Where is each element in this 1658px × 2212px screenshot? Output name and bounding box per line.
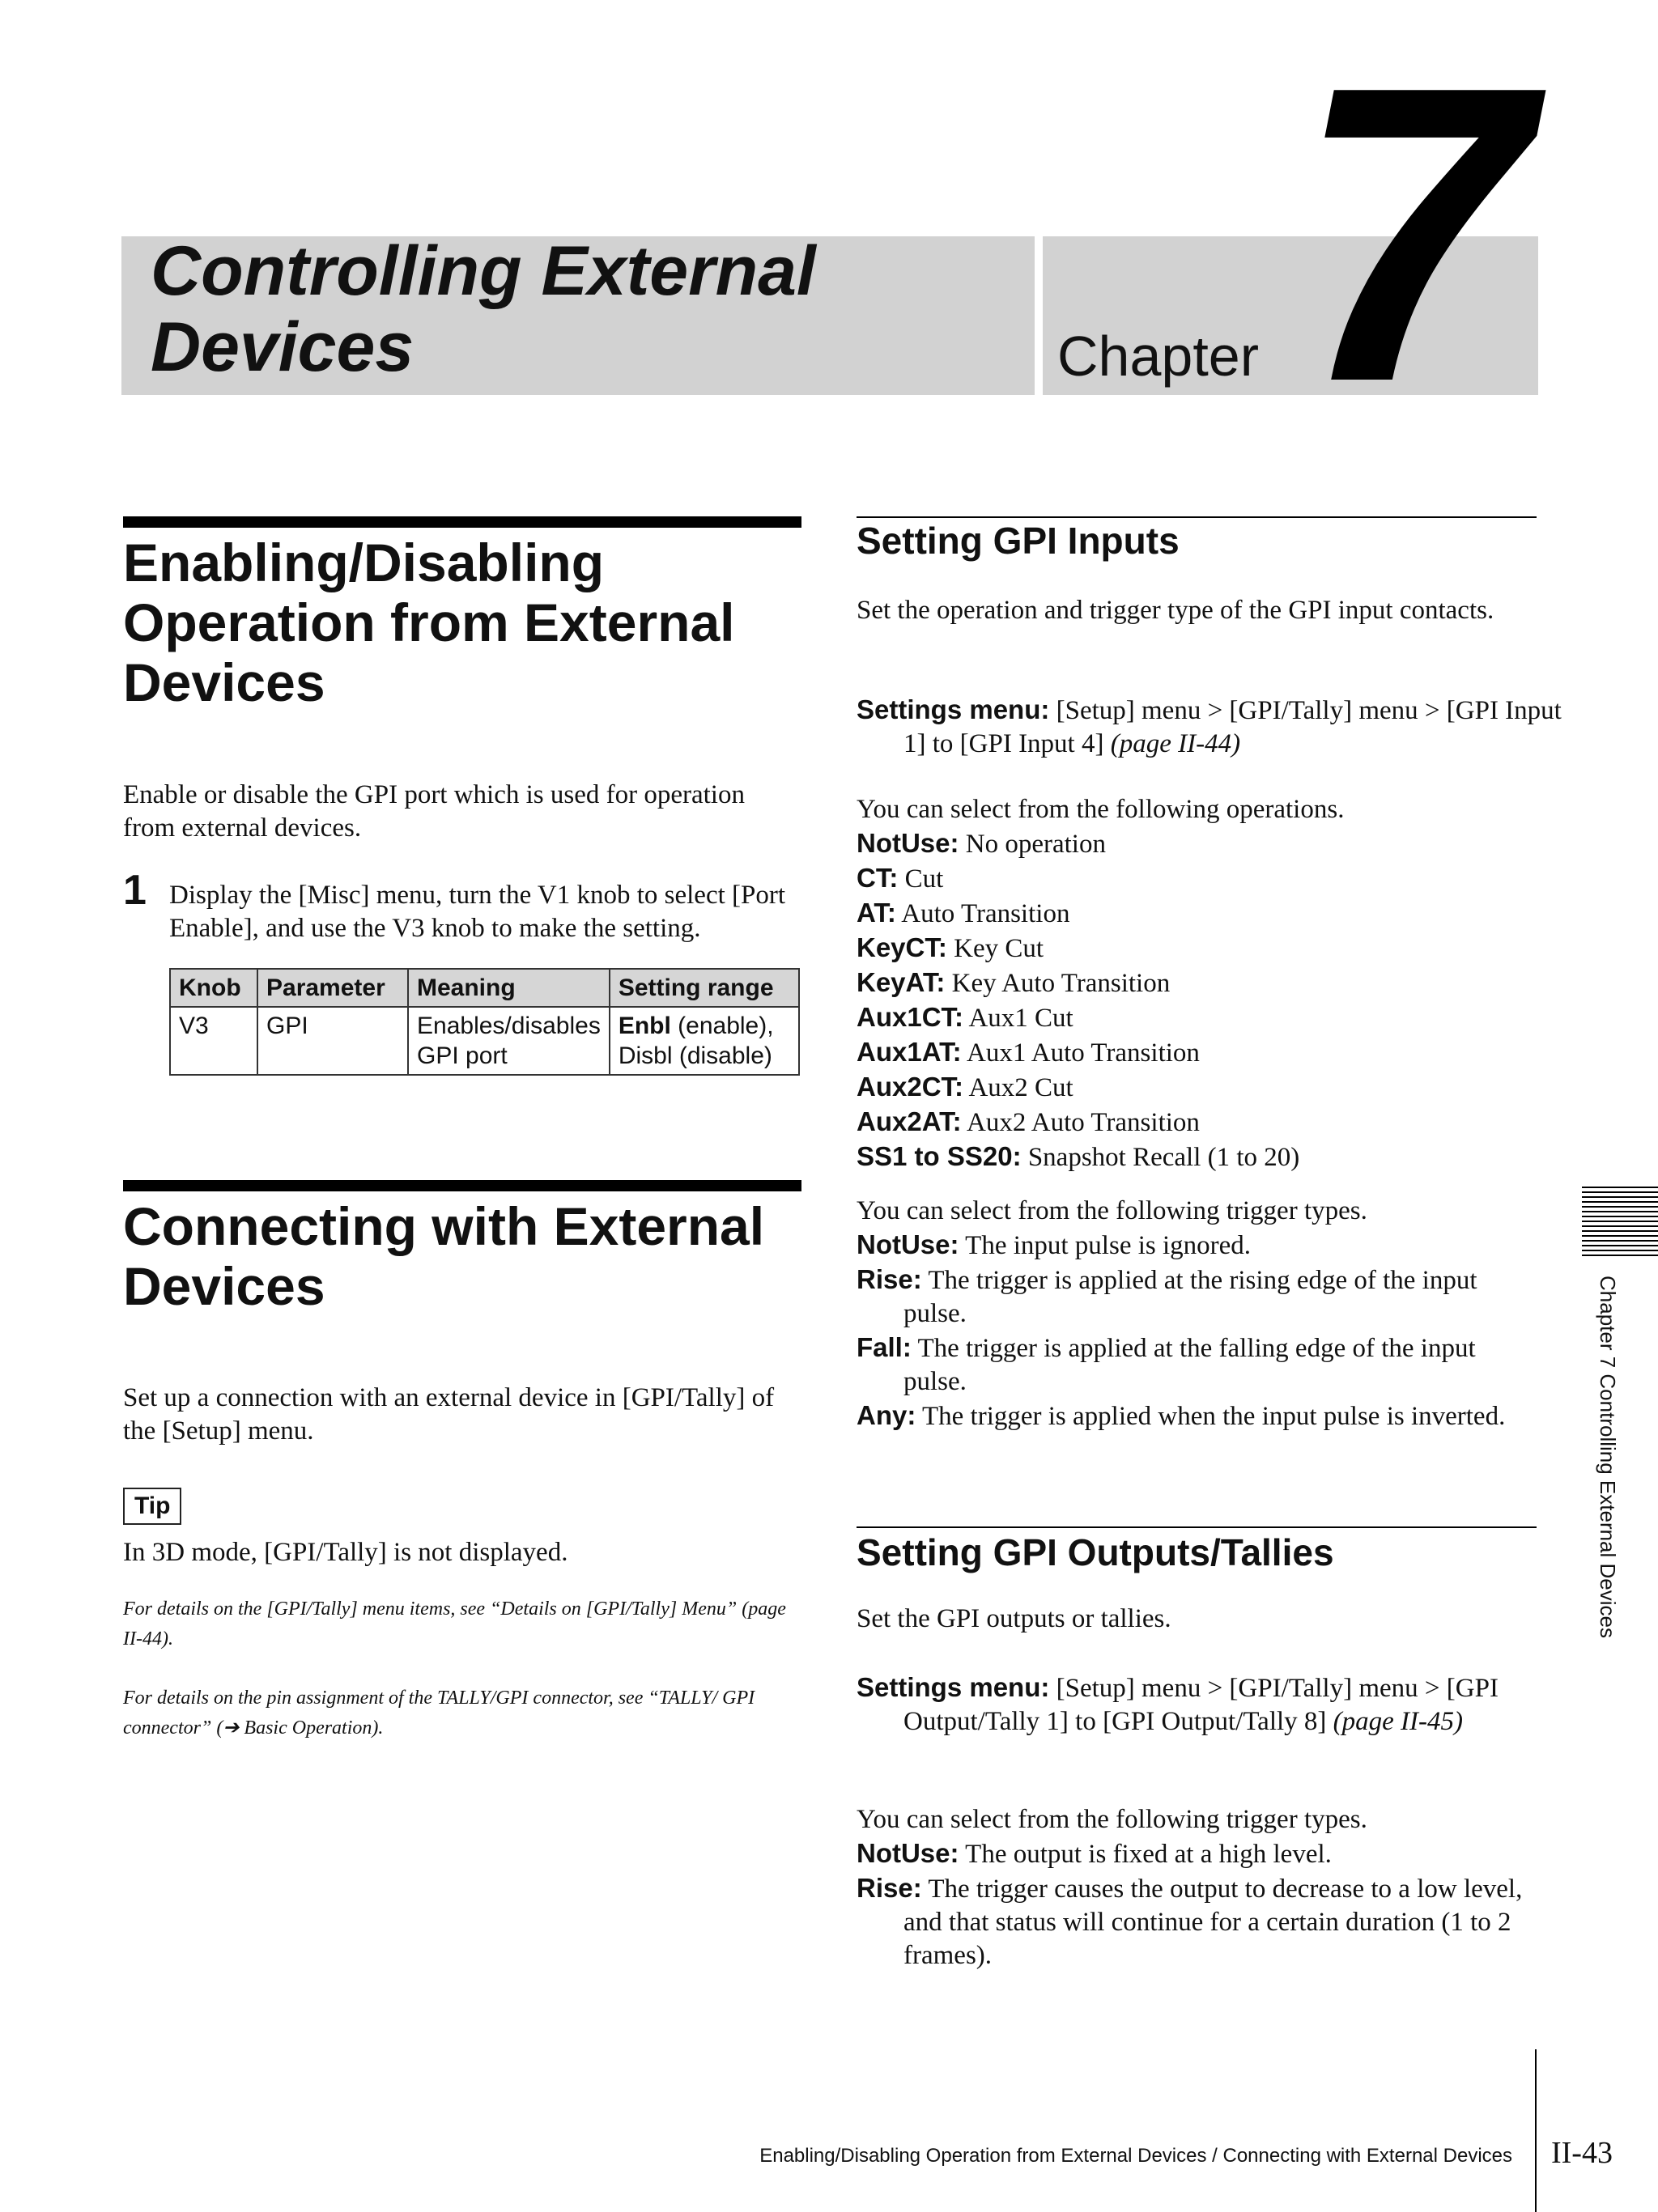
list-item [857, 1070, 1537, 1105]
item-label: CT: [857, 863, 899, 893]
item-label: Aux2AT: [857, 1106, 962, 1136]
list-item [857, 1399, 1537, 1433]
table-header-row [170, 969, 799, 1007]
settings-menu-label: Settings menu: [857, 694, 1050, 724]
chapter-title-line1: Controlling External [151, 232, 816, 310]
table-header: Knob [170, 969, 257, 1007]
item-label: Rise: [857, 1264, 922, 1294]
chapter-number: 7 [1295, 0, 1522, 469]
item-text: The output is fixed at a high level. [959, 1840, 1332, 1869]
heading-line: Operation from External [123, 592, 735, 652]
page-reference: (page II-45) [1333, 1707, 1464, 1736]
heading-line: Devices [123, 652, 325, 712]
item-label: KeyAT: [857, 967, 946, 997]
list-item [857, 1035, 1537, 1070]
section-intro: Enable or disable the GPI port which is used for operation from external devices. [123, 780, 745, 843]
footer-divider [1535, 2049, 1537, 2212]
cell-line: Enables/disables [417, 1013, 601, 1039]
cell-line: GPI port [417, 1042, 508, 1069]
section-heading-enabling [123, 533, 811, 712]
heading-line: Connecting with External [123, 1196, 765, 1256]
chapter-label: Chapter [1057, 325, 1260, 388]
list-item [857, 931, 1537, 966]
list-item [857, 1331, 1537, 1399]
settings-menu-path: [Setup] menu > [GPI/Tally] menu > [GPI Input 1] to [GPI Input 4] [903, 696, 1562, 758]
subsection-heading-gpi-inputs: Setting GPI Inputs [857, 520, 1180, 562]
reference-note: For details on the pin assignment of the TALLY/GPI connector, see “TALLY/ GPI connector” (➔ Basic Operation). [123, 1688, 755, 1739]
reference-note: For details on the [GPI/Tally] menu items, see “Details on [GPI/Tally] Menu” (page II-44). [123, 1598, 786, 1649]
list-intro: You can select from the following trigger types. [857, 1196, 1367, 1225]
tip-text: In 3D mode, [GPI/Tally] is not displayed. [123, 1538, 568, 1567]
item-label: NotUse: [857, 1838, 959, 1868]
list-item [857, 1263, 1537, 1331]
list-item [857, 861, 1537, 896]
settings-menu-label: Settings menu: [857, 1672, 1050, 1702]
list-item [857, 1105, 1537, 1140]
table-header: Meaning [408, 969, 610, 1007]
table-header: Parameter [257, 969, 408, 1007]
item-text: Cut [898, 864, 944, 894]
settings-menu-path: [Setup] menu > [GPI/Tally] menu > [GPI Output/Tally 1] to [GPI Output/Tally 8] [903, 1674, 1499, 1736]
heading-line: Enabling/Disabling [123, 533, 605, 592]
item-text: Aux1 Auto Transition [961, 1038, 1200, 1068]
item-text: No operation [959, 830, 1106, 859]
item-label: Aux2CT: [857, 1072, 964, 1102]
list-intro: You can select from the following operations. [857, 795, 1345, 824]
item-text: Auto Transition [895, 899, 1070, 928]
section-rule [123, 516, 801, 528]
table-cell: GPI [257, 1007, 408, 1075]
item-label: Fall: [857, 1332, 912, 1362]
gpi-inputs-settings-menu [857, 693, 1584, 761]
footer-running-title: Enabling/Disabling Operation from External Devices / Connecting with External Devices [759, 2145, 1512, 2167]
list-item [857, 826, 1537, 861]
page-reference: (page II-44) [1110, 729, 1241, 758]
list-item [857, 1228, 1537, 1263]
side-tab-stripes [1582, 1187, 1658, 1258]
table-cell [610, 1007, 799, 1075]
output-trigger-list [857, 1803, 1537, 1972]
item-text: The trigger is applied when the input pulse is inverted. [916, 1402, 1506, 1431]
item-label: Aux1AT: [857, 1037, 962, 1067]
heading-line: Devices [123, 1256, 325, 1316]
item-text: Aux2 Auto Transition [961, 1108, 1200, 1137]
page-number: II-43 [1551, 2136, 1613, 2170]
subsection-heading-gpi-outputs: Setting GPI Outputs/Tallies [857, 1531, 1334, 1573]
item-text: The input pulse is ignored. [959, 1231, 1252, 1260]
section-rule [123, 1180, 801, 1191]
table-row [170, 1007, 799, 1075]
item-label: SS1 to SS20: [857, 1141, 1022, 1171]
item-text: Key Cut [946, 934, 1044, 963]
table-cell: V3 [170, 1007, 257, 1075]
side-tab-label: Chapter 7 Controlling External Devices [1596, 1276, 1620, 1638]
list-item [857, 1871, 1537, 1972]
item-label: AT: [857, 898, 896, 928]
operations-list [857, 793, 1537, 1174]
range-value-text: (enable), [670, 1013, 774, 1039]
item-text: Key Auto Transition [945, 969, 1171, 998]
item-text: Snapshot Recall (1 to 20) [1021, 1143, 1300, 1172]
knob-table [169, 968, 800, 1076]
input-trigger-list [857, 1195, 1537, 1433]
subsection-rule [857, 1526, 1537, 1528]
gpi-outputs-settings-menu [857, 1671, 1584, 1739]
chapter-title [151, 233, 816, 385]
item-label: Rise: [857, 1873, 922, 1903]
item-text: The trigger causes the output to decrease to a low level, and that status will continue for a certain duration (1 to 2 frames). [903, 1874, 1523, 1970]
item-text: The trigger is applied at the rising edge of the input pulse. [903, 1266, 1477, 1328]
step-number: 1 [123, 867, 147, 914]
item-label: NotUse: [857, 828, 959, 858]
gpi-outputs-intro: Set the GPI outputs or tallies. [857, 1604, 1171, 1633]
section-heading-connecting [123, 1196, 811, 1316]
tip-label: Tip [123, 1488, 181, 1525]
item-label: Aux1CT: [857, 1002, 964, 1032]
list-item [857, 966, 1537, 1000]
step-text: Display the [Misc] menu, turn the V1 knob to select [Port Enable], and use the V3 knob to make the setting. [169, 881, 786, 943]
list-item [857, 1140, 1537, 1174]
list-item [857, 1000, 1537, 1035]
table-cell [408, 1007, 610, 1075]
item-text: Aux2 Cut [963, 1073, 1073, 1102]
list-intro: You can select from the following trigger types. [857, 1805, 1367, 1834]
section-intro: Set up a connection with an external device in [GPI/Tally] of the [Setup] menu. [123, 1383, 775, 1446]
chapter-title-line2: Devices [151, 308, 414, 386]
item-label: Any: [857, 1400, 916, 1430]
list-item [857, 896, 1537, 931]
item-label: NotUse: [857, 1229, 959, 1259]
item-label: KeyCT: [857, 932, 947, 962]
range-value-bold: Enbl [618, 1013, 671, 1039]
item-text: The trigger is applied at the falling edge of the input pulse. [903, 1334, 1476, 1396]
gpi-inputs-intro: Set the operation and trigger type of the GPI input contacts. [857, 596, 1494, 625]
item-text: Aux1 Cut [963, 1004, 1073, 1033]
cell-line: Disbl (disable) [618, 1042, 772, 1069]
table-header: Setting range [610, 969, 799, 1007]
cell-line [619, 1011, 790, 1041]
list-item [857, 1836, 1537, 1871]
